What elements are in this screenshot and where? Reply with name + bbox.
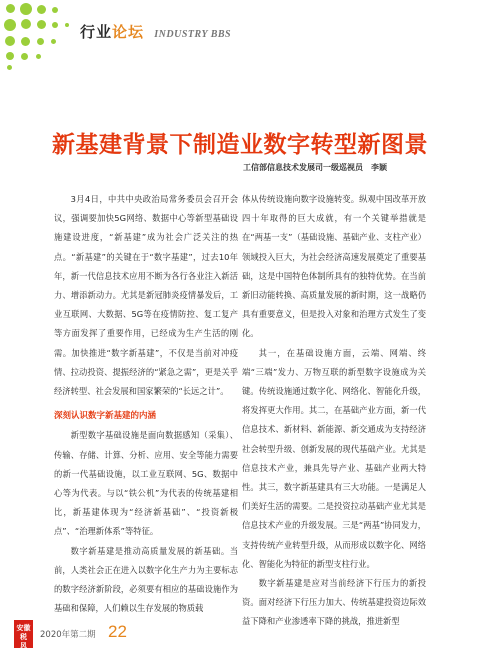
section-title-en: INDUSTRY BBS xyxy=(154,29,232,40)
dot xyxy=(7,65,12,70)
dot xyxy=(5,36,15,46)
section-title-cn-1: 行业 xyxy=(80,23,113,41)
magazine-logo xyxy=(14,620,33,648)
section-subheading: 深刻认识数字新基建的内涵 xyxy=(54,411,157,422)
page-footer xyxy=(0,620,480,665)
paragraph: 新型数字基础设施是面向数据感知（采集）、传输、存储、计算、分析、应用、安全等能力需要的新一代基础设施，以工业互联网、5G、数据中心等为代表。与以“铁公机”为代表的传统基建相比，新基建体现为“经济新基础”、“投资新极点”、“治理新体系”等特征。 xyxy=(54,430,238,537)
dot xyxy=(51,39,56,44)
paragraph: 3月4日，中共中央政治局常务委员会召开会议，强调要加快5G网络、数据中心等新型基础设施建设进度，“新基建”成为社会广泛关注的热点。“新基建”的关键在于“数字基建”，过去10年年，新一代信息技术应用不断为各行各业注入新活力、增添新动力。尤其是新冠肺炎疫情暴发后，工业互联网、大数据、5G等在疫情防控、复工复产等方面发挥了重要作用，已经成为生产生活的刚需。加快推进“数字新基建”，不仅是当前对冲疫情、拉动投资、提振经济的“紧急之需”，更是关乎经济转型、社会发展和国家繁荣的“长远之计”。 xyxy=(54,194,238,397)
article-title: 新基建背景下制造业数字转型新图景 xyxy=(52,132,428,158)
page-number: 22 xyxy=(108,622,127,641)
paragraph: 数字新基建是推动高质量发展的新基础。当前，人类社会正在进入以数字化生产力为主要标志的数字经济新阶段，必须要有相应的基础设施作为基础和保障，人们赖以生存发展的物质载 xyxy=(54,545,238,614)
page-header xyxy=(0,0,480,72)
paragraph: 数字新基建是应对当前经济下行压力的新投资。面对经济下行压力加大、传统基建投资边际效益下降和产业渗透率下降的挑战，推进新型 xyxy=(242,578,426,627)
article-right-column xyxy=(242,190,426,632)
dot xyxy=(37,38,44,45)
dot xyxy=(21,19,31,29)
paragraph: 其一，在基础设施方面，云端、网端、终端“三端”发力、万物互联的新型数字设施成为关键。传统设施通过数字化、网络化、智能化升级，将发挥更大作用。其二，在基础产业方面，新一代信息技术、新材料、新能源、新交通成为支持经济社会转型升级、创新发展的现代基础产业。尤其是信息技术产业，兼具先导产业、基础产业两大特性。其三，数字新基建具有三大功能。一是满足人们美好生活的需要。二是投资拉动基础产业尤其是信息技术产业的升级发展。三是“两基”协同发力，支持传统产业转型升级，从而形成以数字化、网络化、智能化为特征的新型支柱行业。 xyxy=(242,347,426,569)
dot xyxy=(6,4,15,13)
dot xyxy=(65,23,69,27)
author-byline: 工信部信息技术发展司一级巡视员 李颖 xyxy=(243,162,387,172)
dot xyxy=(21,37,30,46)
issue-label: 2020年第二期 xyxy=(40,630,96,640)
dot xyxy=(4,19,16,31)
dot xyxy=(37,5,46,14)
section-title xyxy=(80,21,231,42)
dot xyxy=(20,3,32,15)
dot xyxy=(37,20,46,29)
dot xyxy=(52,7,58,13)
section-title-cn-2: 论坛 xyxy=(112,23,145,41)
paragraph: 体从传统设施向数字设施转变。纵观中国改革开放四十年取得的巨大成就，有一个关键举措就是在“两基一支”（基础设施、基础产业、支柱产业）领域投入巨大，为社会经济高速发展奠定了重要基础，这是中国特色体制所具有的独特优势。在当前新旧动能转换、高质量发展的新时期，这一战略仍具有重要意义，但是投入对象和治理方式发生了变化。 xyxy=(242,194,426,339)
dot xyxy=(52,22,58,28)
dot xyxy=(21,53,28,60)
article-left-column xyxy=(54,190,238,618)
dot xyxy=(6,52,14,60)
decorative-dot-pattern xyxy=(0,0,78,72)
dot xyxy=(36,54,41,59)
magazine-name: 安徽 税 风 xyxy=(16,624,31,650)
